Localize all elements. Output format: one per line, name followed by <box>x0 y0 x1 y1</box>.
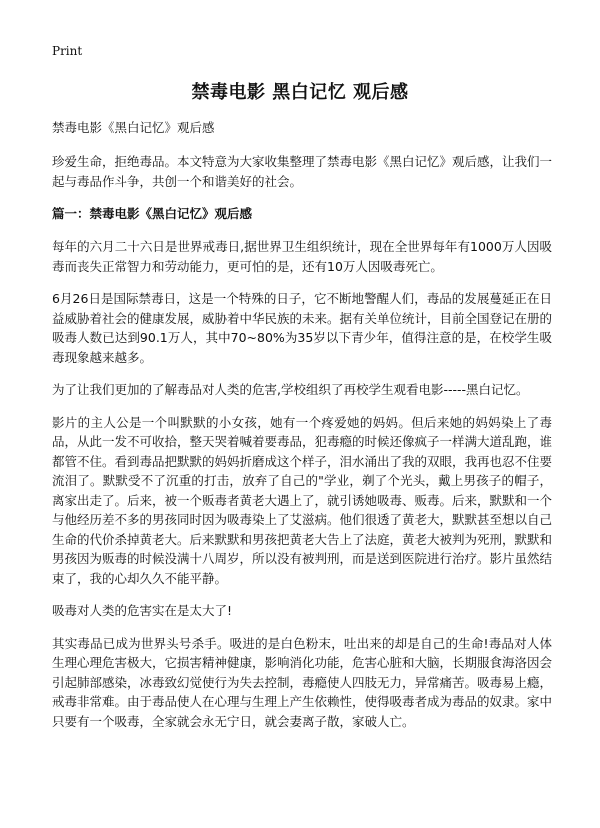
page-title: 禁毒电影 黑白记忆 观后感 <box>191 82 409 103</box>
paragraph-5: 吸毒对人类的危害实在是太大了! <box>52 603 233 618</box>
paragraph-3: 为了让我们更加的了解毒品对人类的危害,学校组织了再校学生观看电影-----黑白记忆。 <box>52 382 529 397</box>
paragraph-6: 其实毒品已成为世界头号杀手。吸进的是白色粉末，吐出来的却是自己的生命!毒品对人体生理心理危害极大，它损害精神健康，影响消化功能，危害心脏和大脑，长期服食海洛因会引起肺部感染，冰毒致幻觉使行为失去控制，毒瘾使人四肢无力，异常痛苦。吸毒易上瘾，戒毒非常难。由于毒品使人在心理与生理上产生依赖性，使得吸毒者成为毒品的奴隶。家中只要有一个吸毒，全家就会永无宁日，就会妻离子散，家破人亡。 <box>52 635 553 729</box>
print-link[interactable]: Print <box>52 44 83 58</box>
intro-paragraph: 珍爱生命，拒绝毒品。本文特意为大家收集整理了禁毒电影《黑白记忆》观后感，让我们一起与毒品作斗争，共创一个和谐美好的社会。 <box>52 154 553 189</box>
paragraph-2: 6月26日是国际禁毒日，这是一个特殊的日子，它不断地警醒人们，毒品的发展蔓延正在日益威胁着社会的健康发展，威胁着中华民族的未来。据有关单位统计，目前全国登记在册的吸毒人数已达到90.1万人，其中70~80%为35岁以下青少年，值得注意的是，在校学生吸毒现象越来越多。 <box>52 291 553 365</box>
article-body <box>52 118 552 744</box>
article-subtitle: 禁毒电影《黑白记忆》观后感 <box>52 120 215 135</box>
paragraph-4: 影片的主人公是一个叫默默的小女孩，她有一个疼爱她的妈妈。但后来她的妈妈染上了毒品，从此一发不可收拾，整天哭着喊着要毒品，犯毒瘾的时候还像疯子一样满大道乱跑，谁都管不住。看到毒品把默默的妈妈折磨成这个样子，泪水涌出了我的双眼，我再也忍不住要流泪了。默默受不了沉重的打击，放弃了自己的"学业，剃了个光头，戴上男孩子的帽子，离家出走了。后来，被一个贩毒者黄老大遇上了，就引诱她吸毒、贩毒。后来，默默和一个与他经历差不多的男孩同时因为吸毒染上了艾滋病。他们很透了黄老大，默默甚至想以自己生命的代价杀掉黄老大。后来默默和男孩把黄老大告上了法庭，黄老大被判为死刑，默默和男孩因为贩毒的时候没满十八周岁，所以没有被判刑，而是送到医院进行治疗。影片虽然结束了，我的心却久久不能平静。 <box>52 414 553 586</box>
section-heading: 篇一：禁毒电影《黑白记忆》观后感 <box>52 206 253 221</box>
paragraph-1: 每年的六月二十六日是世界戒毒日,据世界卫生组织统计，现在全世界每年有1000万人因吸毒而丧失正常智力和劳动能力，更可怕的是，还有10万人因吸毒死亡。 <box>52 239 552 274</box>
